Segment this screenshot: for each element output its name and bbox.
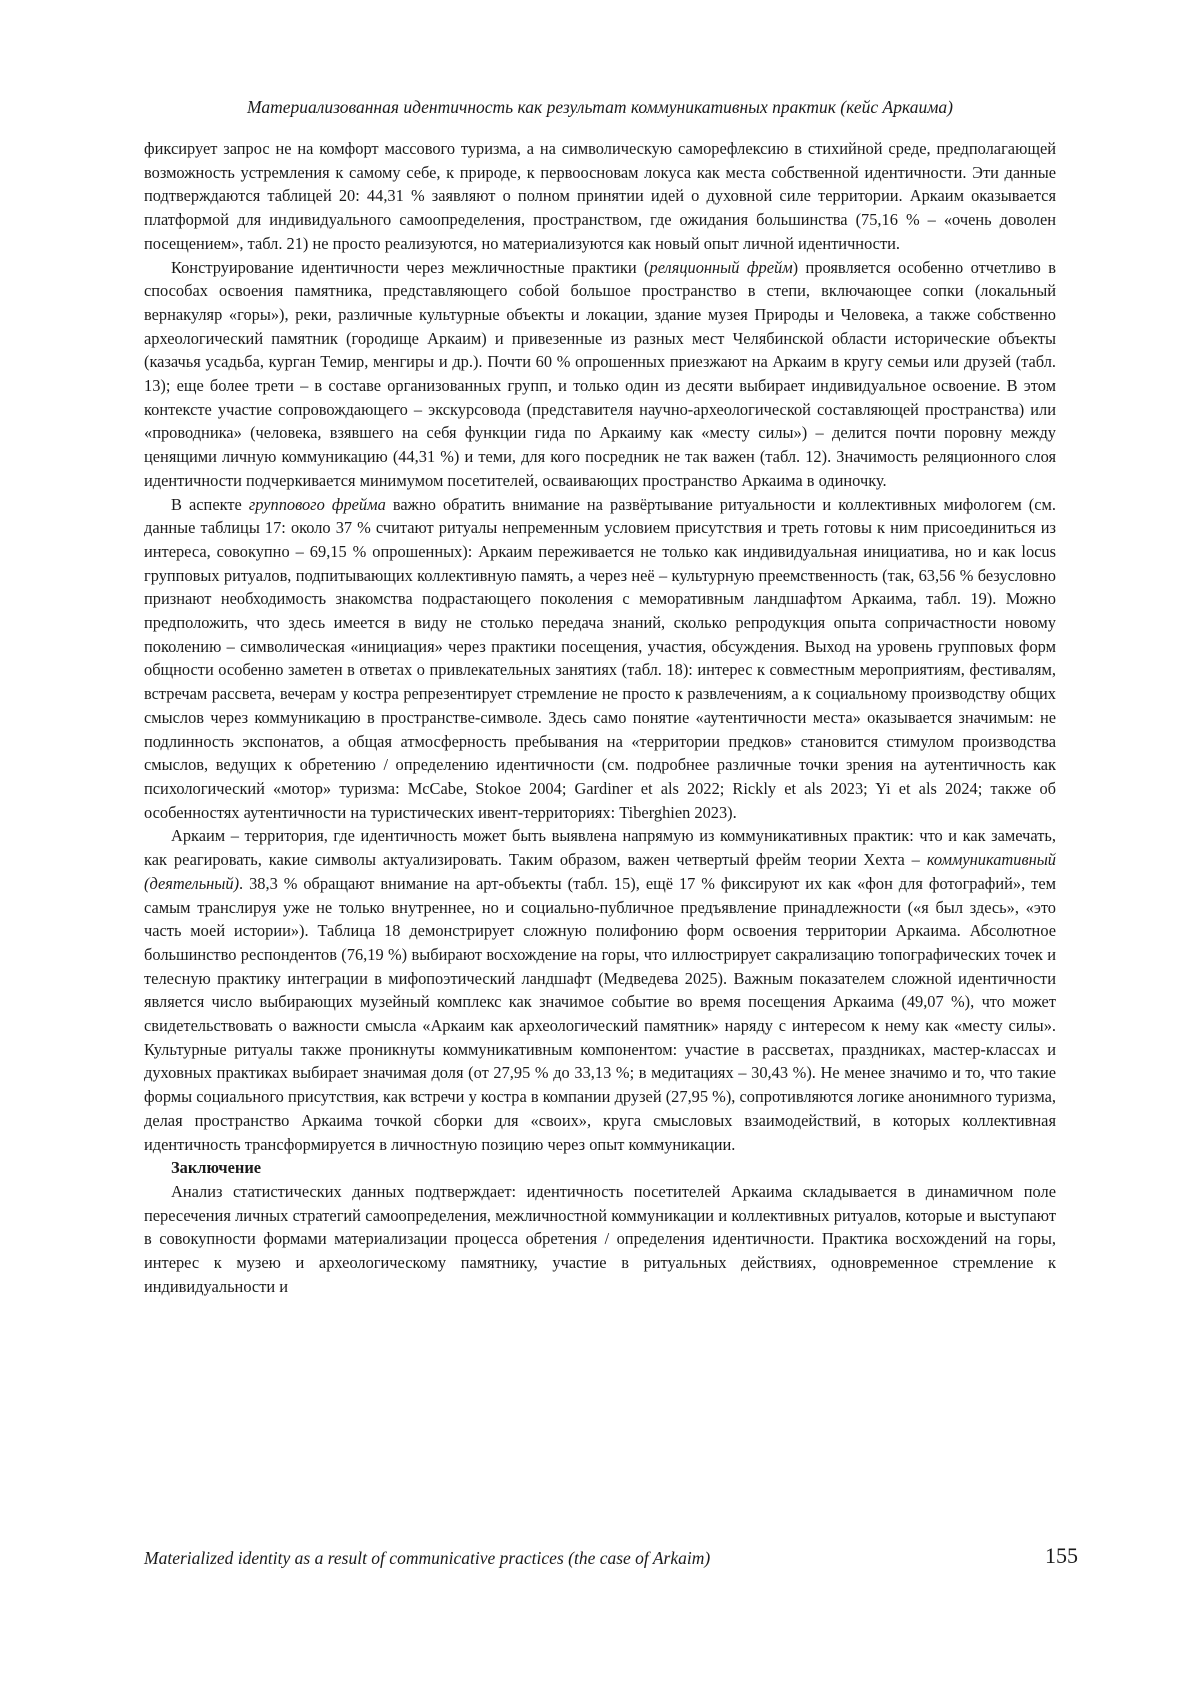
paragraph-group-frame bbox=[144, 493, 1056, 825]
paragraph-continuation: фиксирует запрос не на комфорт массового туризма, а на символическую саморефлексию в стихийной среде, предполагающей возможность устремления к самому себе, к природе, к первоосновам локуса как места собственной идентичности. Эти данные подтверждаются таблицей 20: 44,31 % заявляют о полном принятии идей о духовной силе территории. Аркаим оказывается платформой для индивидуального самоопределения, пространством, где ожидания большинства (75,16 % – «очень доволен посещением», табл. 21) не просто реализуются, но материализуются как новый опыт личной идентичности. bbox=[144, 139, 1056, 253]
paragraph-text: В аспекте bbox=[171, 494, 249, 514]
paragraph-text: ) проявляется особенно отчетливо в способах освоения памятника, представляющего собой большое пространство в степи, включающее сопки (локальный вернакуляр «горы»), реки, различные культурные объекты и локации, здание музея Природы и Человека, а также собственно археологический памятник (городище Аркаим) и привезенные из разных мест Челябинской области исторические объекты (казачья усадьба, курган Темир, менгиры и др.). Почти 60 % опрошенных приезжают на Аркаим в кругу семьи или друзей (табл. 13); еще более трети – в составе организованных групп, и только один из десяти выбирает индивидуальное освоение. В этом контексте участие сопровождающего – экскурсовода (представителя научно-археологической составляющей пространства) или «проводника» (человека, взявшего на себя функции гида по Аркаиму как «месту силы») – делится почти поровну между ценящими личную коммуникацию (44,31 %) и теми, для кого посредник не так важен (табл. 12). Значимость реляционного слоя идентичности подчеркивается минимумом посетителей, осваивающих пространство Аркаима в одиночку. bbox=[144, 257, 1056, 490]
paragraph-communicative-frame bbox=[144, 824, 1056, 1156]
paragraph-text: Аркаим – территория, где идентичность может быть выявлена напрямую из коммуникативных практик: что и как замечать, как реагировать, какие символы актуализировать. Таким образом, важен четвертый фрейм теории Хехта – bbox=[144, 826, 1056, 870]
emphasis-term: группового фрейма bbox=[248, 494, 386, 514]
emphasis-term: коммуникативный (деятельный) bbox=[144, 850, 1056, 893]
article-body bbox=[144, 137, 1056, 1298]
section-heading-conclusion: Заключение bbox=[171, 1158, 262, 1178]
paragraph-text: . 38,3 % обращают внимание на арт-объекты (табл. 15), ещё 17 % фиксируют их как «фон для фотографий», тем самым транслируя уже не только внутреннее, но и социально-публичное предъявление принадлежности («я был здесь», «это часть моей истории»). Таблица 18 демонстрирует сложную полифонию форм освоения территории Аркаима. Абсолютное большинство респондентов (76,19 %) выбирают восхождение на горы, что иллюстрирует сакрализацию топографических точек и телесную практику интеграции в мифопоэтический ландшафт (Медведева 2025). Важным показателем сложной идентичности является число выбирающих музейный комплекс как значимое событие во время посещения Аркаима (49,07 %), что может свидетельствовать о важности смысла «Аркаим как археологический памятник» наряду с интересом к нему как «месту силы». Культурные ритуалы также проникнуты коммуникативным компонентом: участие в рассветах, праздниках, мастер-классах и духовных практиках выбирает значимая доля (от 27,95 % до 33,13 %; в медитациях – 30,43 %). Не менее значимо и то, что такие формы социального присутствия, как встречи у костра в компании друзей (27,95 %), сопротивляются логике анонимного туризма, делая пространство Аркаима точкой сборки для «своих», круга смысловых взаимодействий, в которых коллективная идентичность трансформируется в личностную позицию через опыт коммуникации. bbox=[144, 873, 1056, 1154]
paragraph-relational-frame bbox=[144, 256, 1056, 493]
paragraph-conclusion: Анализ статистических данных подтверждает: идентичность посетителей Аркаима складывается в динамичном поле пересечения личных стратегий самоопределения, межличностной коммуникации и коллективных ритуалов, которые и выступают в совокупности формами материализации процесса обретения / определения идентичности. Практика восхождений на горы, интерес к музею и археологическому памятнику, участие в ритуальных действиях, одновременное стремление к индивидуальности и bbox=[144, 1181, 1056, 1296]
paragraph-text: важно обратить внимание на развёртывание ритуальности и коллективных мифологем (см. данные таблицы 17: около 37 % считают ритуалы непременным условием присутствия и треть готовы к ним присоединиться из интереса, совокупно – 69,15 % опрошенных): Аркаим переживается не только как индивидуальная инициатива, но и как locus групповых ритуалов, подпитывающих коллективную память, а через неё – культурную преемственность (так, 63,56 % безусловно признают необходимость знакомства подрастающего поколения с меморативным ландшафтом Аркаима, табл. 19). Можно предположить, что здесь имеется в виду не столько передача знаний, сколько репродукция опыта сопричастности новому поколению – символическая «инициация» через практики посещения, участия, обсуждения. Выход на уровень групповых форм общности особенно заметен в ответах о привлекательных занятиях (табл. 18): интерес к совместным мероприятиям, фестивалям, встречам рассвета, вечерам у костра репрезентирует стремление не просто к развлечениям, а к социальному производству общих смыслов через коммуникацию в пространстве-символе. Здесь само понятие «аутентичности места» оказывается значимым: не подлинность экспонатов, а общая атмосферность пребывания на «территории предков» становится стимулом производства смыслов, ведущих к обретению / определению идентичности (см. подробнее различные точки зрения на аутентичность как психологический «мотор» туризма: McCabe, Stokoe 2004; Gardiner et als 2022; Rickly et als 2023; Yi et als 2024; также об особенностях аутентичности на туристических ивент-территориях: Tiberghien 2023). bbox=[144, 494, 1056, 822]
emphasis-term: реляционный фрейм bbox=[649, 257, 793, 277]
paragraph-text: Конструирование идентичности через межличностные практики ( bbox=[171, 257, 650, 277]
running-footer: Materialized identity as a result of communicative practices (the case of Arkaim) bbox=[144, 1548, 711, 1568]
page-number: 155 bbox=[1045, 1543, 1078, 1568]
running-header: Материализованная идентичность как результат коммуникативных практик (кейс Аркаима) bbox=[247, 97, 953, 117]
